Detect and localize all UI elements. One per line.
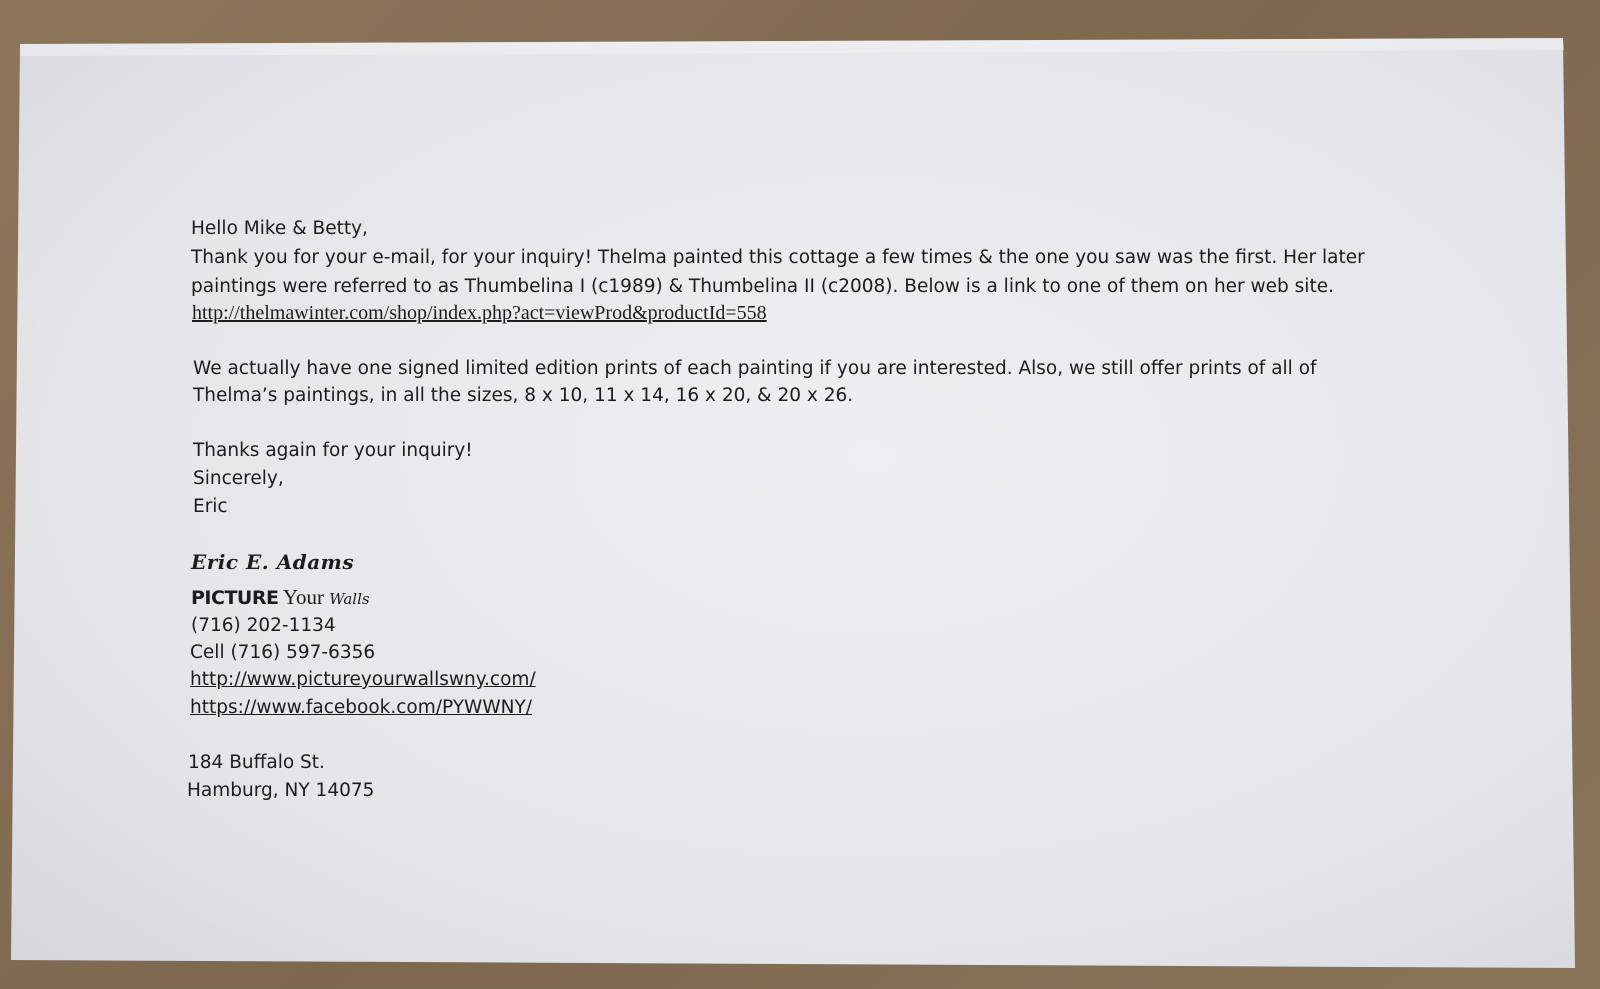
facebook-link[interactable]: https://www.facebook.com/PYWWNY/	[190, 697, 533, 718]
website-link[interactable]: http://www.pictureyourwallswny.com/	[190, 669, 536, 690]
cell-number: Cell (716) 597-6356	[190, 642, 376, 663]
address-line-2: Hamburg, NY 14075	[187, 780, 375, 801]
signature-name: Eric E. Adams	[191, 550, 355, 574]
phone-number: (716) 202-1134	[191, 615, 336, 636]
greeting: Hello Mike & Betty,	[191, 218, 368, 239]
logo-picture-word: PICTURE	[191, 587, 279, 609]
paragraph-1-line-1: Thank you for your e-mail, for your inquiry! Thelma painted this cottage a few times & the one you saw was the first. Her later	[191, 247, 1365, 268]
sender-first-name: Eric	[193, 496, 228, 517]
logo-walls-word: Walls	[329, 590, 370, 608]
logo-your-word: Your	[282, 585, 324, 609]
paragraph-1-line-2: paintings were referred to as Thumbelina I (c1989) & Thumbelina II (c2008). Below is a link to one of them on her web site.	[191, 276, 1334, 297]
address-line-1: 184 Buffalo St.	[188, 752, 325, 773]
thelma-product-link[interactable]: http://thelmawinter.com/shop/index.php?act=viewProd&productId=558	[192, 302, 767, 324]
paragraph-2-line-1: We actually have one signed limited edition prints of each painting if you are interested. Also, we still offer prints of all of	[193, 358, 1317, 379]
thanks-line: Thanks again for your inquiry!	[193, 440, 473, 461]
paragraph-2-line-2: Thelma’s paintings, in all the sizes, 8 x 10, 11 x 14, 16 x 20, & 20 x 26.	[193, 385, 854, 406]
closing-line: Sincerely,	[193, 468, 284, 489]
business-logo	[191, 585, 370, 611]
